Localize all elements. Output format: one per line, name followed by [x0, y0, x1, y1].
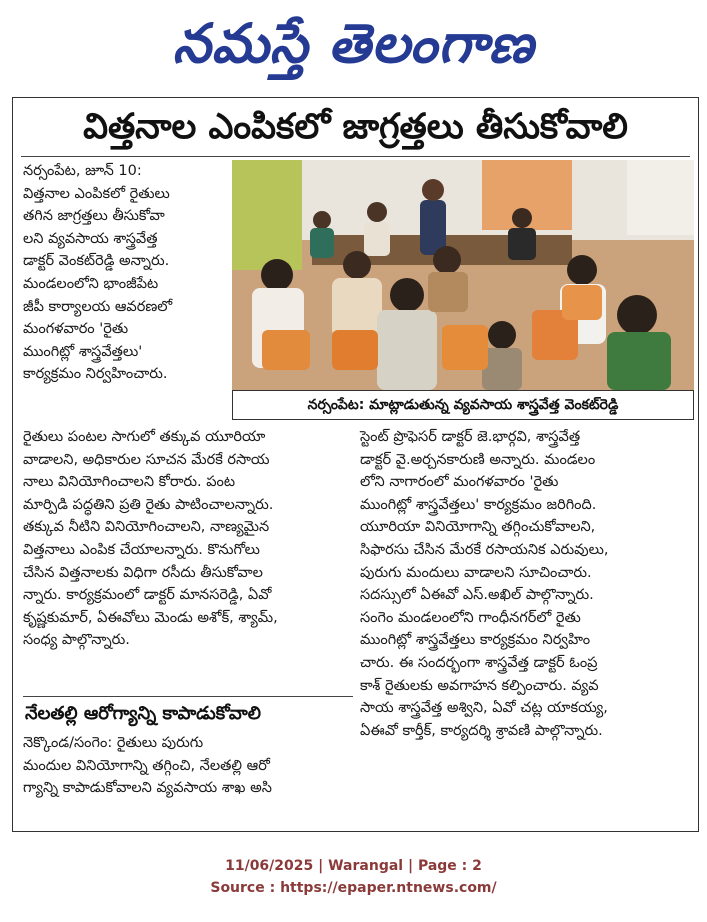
text-line: సిఫారసు చేసిన మేరకే రసాయనిక ఎరువులు, — [360, 541, 609, 558]
story2-right-column — [360, 426, 690, 742]
text-line: మంగళవారం 'రైతు — [23, 321, 129, 338]
text-line: లని వ్యవసాయ శాస్త్రవేత్త — [23, 230, 158, 247]
source-link[interactable]: Source : https://epaper.ntnews.com/ — [210, 880, 497, 896]
text-line: వాడాలని, అధికారుల సూచన మేరకే రసాయ — [23, 451, 270, 468]
text-line: జీపీ కార్యాలయ ఆవరణలో — [23, 298, 173, 315]
text-line: డాక్టర్ వై.అర్చనకారుణి అన్నారు. మండలం — [360, 451, 596, 468]
text-line: డాక్టర్ వెంకట్‌రెడ్డి అన్నారు. — [23, 253, 170, 270]
newspaper-logo: నమస్తే తెలంగాణ — [172, 11, 535, 75]
text-line: మండలంలోని భాంజీపేట — [23, 275, 159, 292]
text-line: సంగెం మండలంలోని గాంధీనగర్‌లో రైతు — [360, 609, 581, 626]
text-line: నర్సంపేట, జూన్ 10: — [23, 163, 142, 179]
story2-headline: నేలతల్లి ఆరోగ్యాన్ని కాపాడుకోవాలి — [25, 703, 261, 724]
article-headline: విత్తనాల ఎంపికలో జాగ్రత్తలు తీసుకోవాలి — [83, 107, 628, 147]
text-line: రైతులు పంటల సాగులో తక్కువ యూరియా — [23, 429, 266, 445]
text-line: న్నారు. కార్యక్రమంలో డాక్టర్ మానసరెడ్డి, ఏవో — [23, 587, 272, 604]
text-line: తక్కువ నీటిని వినియోగించాలని, నాణ్యమైన — [23, 519, 270, 536]
text-line: నెక్కొండ/సంగెం: రైతులు పురుగు — [23, 735, 204, 751]
text-line: లోని నాగారంలో మంగళవారం 'రైతు — [360, 474, 559, 491]
text-line: ముంగిట్లో శాస్త్రవేత్తలు కార్యక్రమం నిర్వహిం — [360, 632, 591, 649]
text-line: కార్యక్రమం నిర్వహించారు. — [23, 366, 168, 383]
text-line: కృష్ణకుమార్, ఏఈవోలు మెండు అశోక్, శ్యామ్, — [23, 609, 278, 626]
meeting-photo-image — [232, 160, 694, 390]
text-line: నాలు వినియోగించాలని కోరారు. పంట — [23, 474, 236, 491]
news-clipping — [12, 97, 699, 832]
text-line: సాయ శాస్త్రవేత్త అశ్విని, ఏవో చట్ల యాకయ్య, — [360, 700, 608, 717]
story1-body-column — [23, 426, 353, 652]
page-footer — [0, 855, 707, 899]
photo-caption: నర్సంపేట: మాట్లాడుతున్న వ్యవసాయ శాస్త్రవేత్త వెంకట్‌రెడ్డి — [232, 390, 694, 420]
text-line: మార్పిడి పద్ధతిని ప్రతి రైతు పాటించాలన్నారు. — [23, 496, 274, 513]
text-line: తగిన జాగ్రత్తలు తీసుకోవా — [23, 208, 165, 225]
story-divider — [23, 696, 353, 697]
text-line: స్టెంట్ ప్రొఫెసర్ డాక్టర్ జె.భార్గవి, శాస్త్రవేత్త — [360, 429, 581, 445]
text-line: సదస్సులో ఏఈవో ఎస్.అఖిల్ పాల్గొన్నారు. — [360, 587, 594, 604]
text-line: మందుల వినియోగాన్ని తగ్గించి, నేలతల్లి ఆరో — [23, 757, 270, 774]
story2-left-column — [23, 732, 353, 800]
text-line: సంధ్య పాల్గొన్నారు. — [23, 632, 130, 649]
text-line: విత్తనాల ఎంపికలో రైతులు — [23, 185, 170, 202]
text-line: గ్యాన్ని కాపాడుకోవాలని వ్యవసాయ శాఖ అసి — [23, 780, 272, 797]
masthead — [0, 0, 707, 92]
text-line: విత్తనాలు ఎంపిక చేయాలన్నారు. కొనుగోలు — [23, 541, 260, 558]
text-line: కాశ్ రైతులకు అవగాహన కల్పించారు. వ్యవ — [360, 677, 599, 694]
edition-info: 11/06/2025 | Warangal | Page : 2 — [225, 858, 482, 874]
text-line: చారు. ఈ సందర్భంగా శాస్త్రవేత్త డాక్టర్ ఓంప్ర — [360, 654, 598, 671]
text-line: పురుగు మందులు వాడాలని సూచించారు. — [360, 564, 592, 581]
story1-lead-column — [23, 160, 227, 386]
article-photo — [232, 160, 694, 390]
text-line: చేసిన విత్తనాలకు విధిగా రసీదు తీసుకోవాల — [23, 564, 263, 581]
text-line: ఏఈవో కార్తీక్, కార్యదర్శి శ్రావణి పాల్గొన్నారు. — [360, 722, 603, 739]
text-line: ముంగిట్లో శాస్త్రవేత్తలు' — [23, 343, 143, 360]
headline-divider — [21, 156, 690, 157]
text-line: ముంగిట్లో శాస్త్రవేత్తలు' కార్యక్రమం జరిగింది. — [360, 496, 597, 513]
text-line: యూరియా వినియోగాన్ని తగ్గించుకోవాలని, — [360, 519, 596, 536]
